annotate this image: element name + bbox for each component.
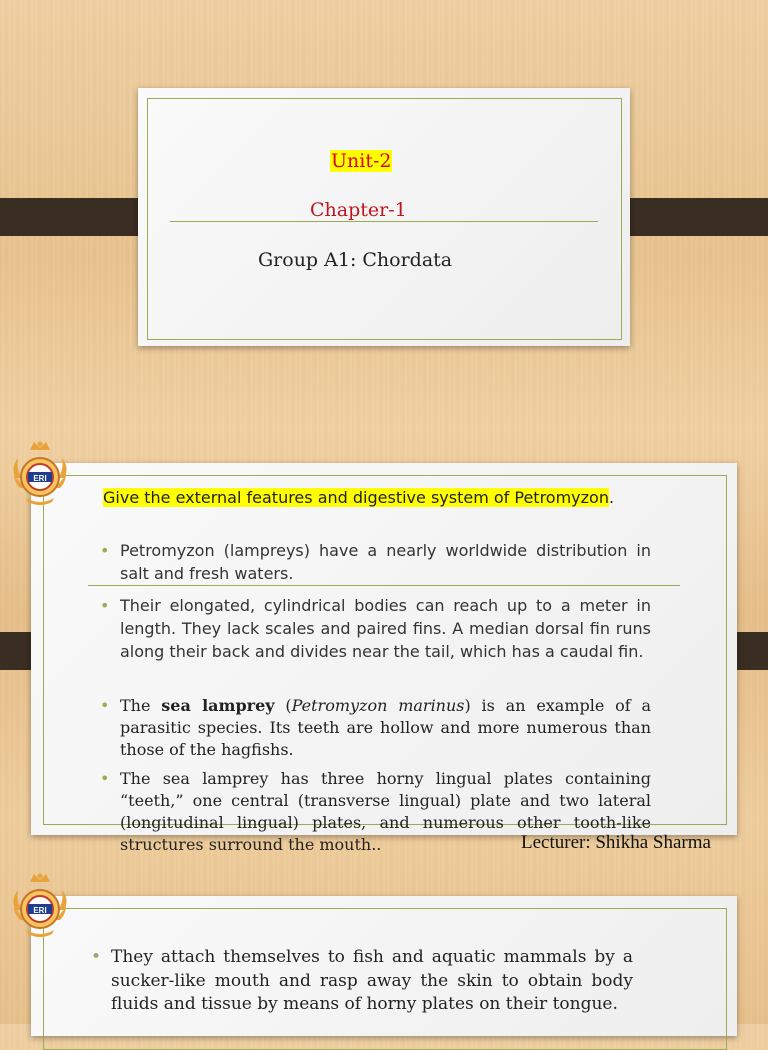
- unit-title: Unit-2: [331, 150, 392, 172]
- slide1-right-bar: [613, 198, 768, 236]
- svg-text:ERI: ERI: [33, 906, 47, 915]
- bullet-icon: •: [100, 696, 110, 715]
- slide2-rule: [88, 585, 680, 586]
- eri-logo-icon: [6, 438, 74, 510]
- svg-text:ERI: ERI: [33, 474, 47, 483]
- bullet-2: • Their elongated, cylindrical bodies can reach up to a meter in length. They lack scales and paired fins. A median dorsal fin runs along their back and divides near the tail, which has a caudal fin.: [100, 596, 651, 661]
- slide1-rule: [170, 221, 598, 222]
- chapter-title: Chapter-1: [310, 199, 407, 221]
- bullet-1: • Petromyzon (lampreys) have a nearly worldwide distribution in salt and fresh waters.: [100, 541, 651, 583]
- lecturer-credit: Lecturer: Shikha Sharma: [521, 832, 711, 853]
- group-title: Group A1: Chordata: [258, 249, 453, 271]
- bullet-3: • The sea lamprey (Petromyzon marinus) is an example of a parasitic species. Its teeth are hollow and more numerous than those of the hagfishs.: [100, 696, 652, 759]
- slide3-bullet-1: • They attach themselves to fish and aquatic mammals by a sucker-like mouth and rasp away the skin to obtain body fluids and tissue by means of horny plates on their tongue.: [91, 947, 633, 1014]
- question-heading: Give the external features and digestive system of Petromyzon.: [103, 488, 615, 507]
- bullet-icon: •: [100, 596, 110, 615]
- bullet-icon: •: [91, 947, 102, 967]
- bullet-4: • The sea lamprey has three horny lingual plates containing “teeth,” one central (transverse lingual) plate and two lateral (longitudinal lingual) plates, and numerous other tooth-like structures surround the mouth..: [100, 769, 651, 854]
- slide1-left-bar: [0, 198, 155, 236]
- bullet-icon: •: [100, 541, 110, 560]
- bullet-icon: •: [100, 769, 110, 788]
- eri-logo-icon: [6, 870, 74, 942]
- question-text: Give the external features and digestive system of Petromyzon: [103, 488, 609, 507]
